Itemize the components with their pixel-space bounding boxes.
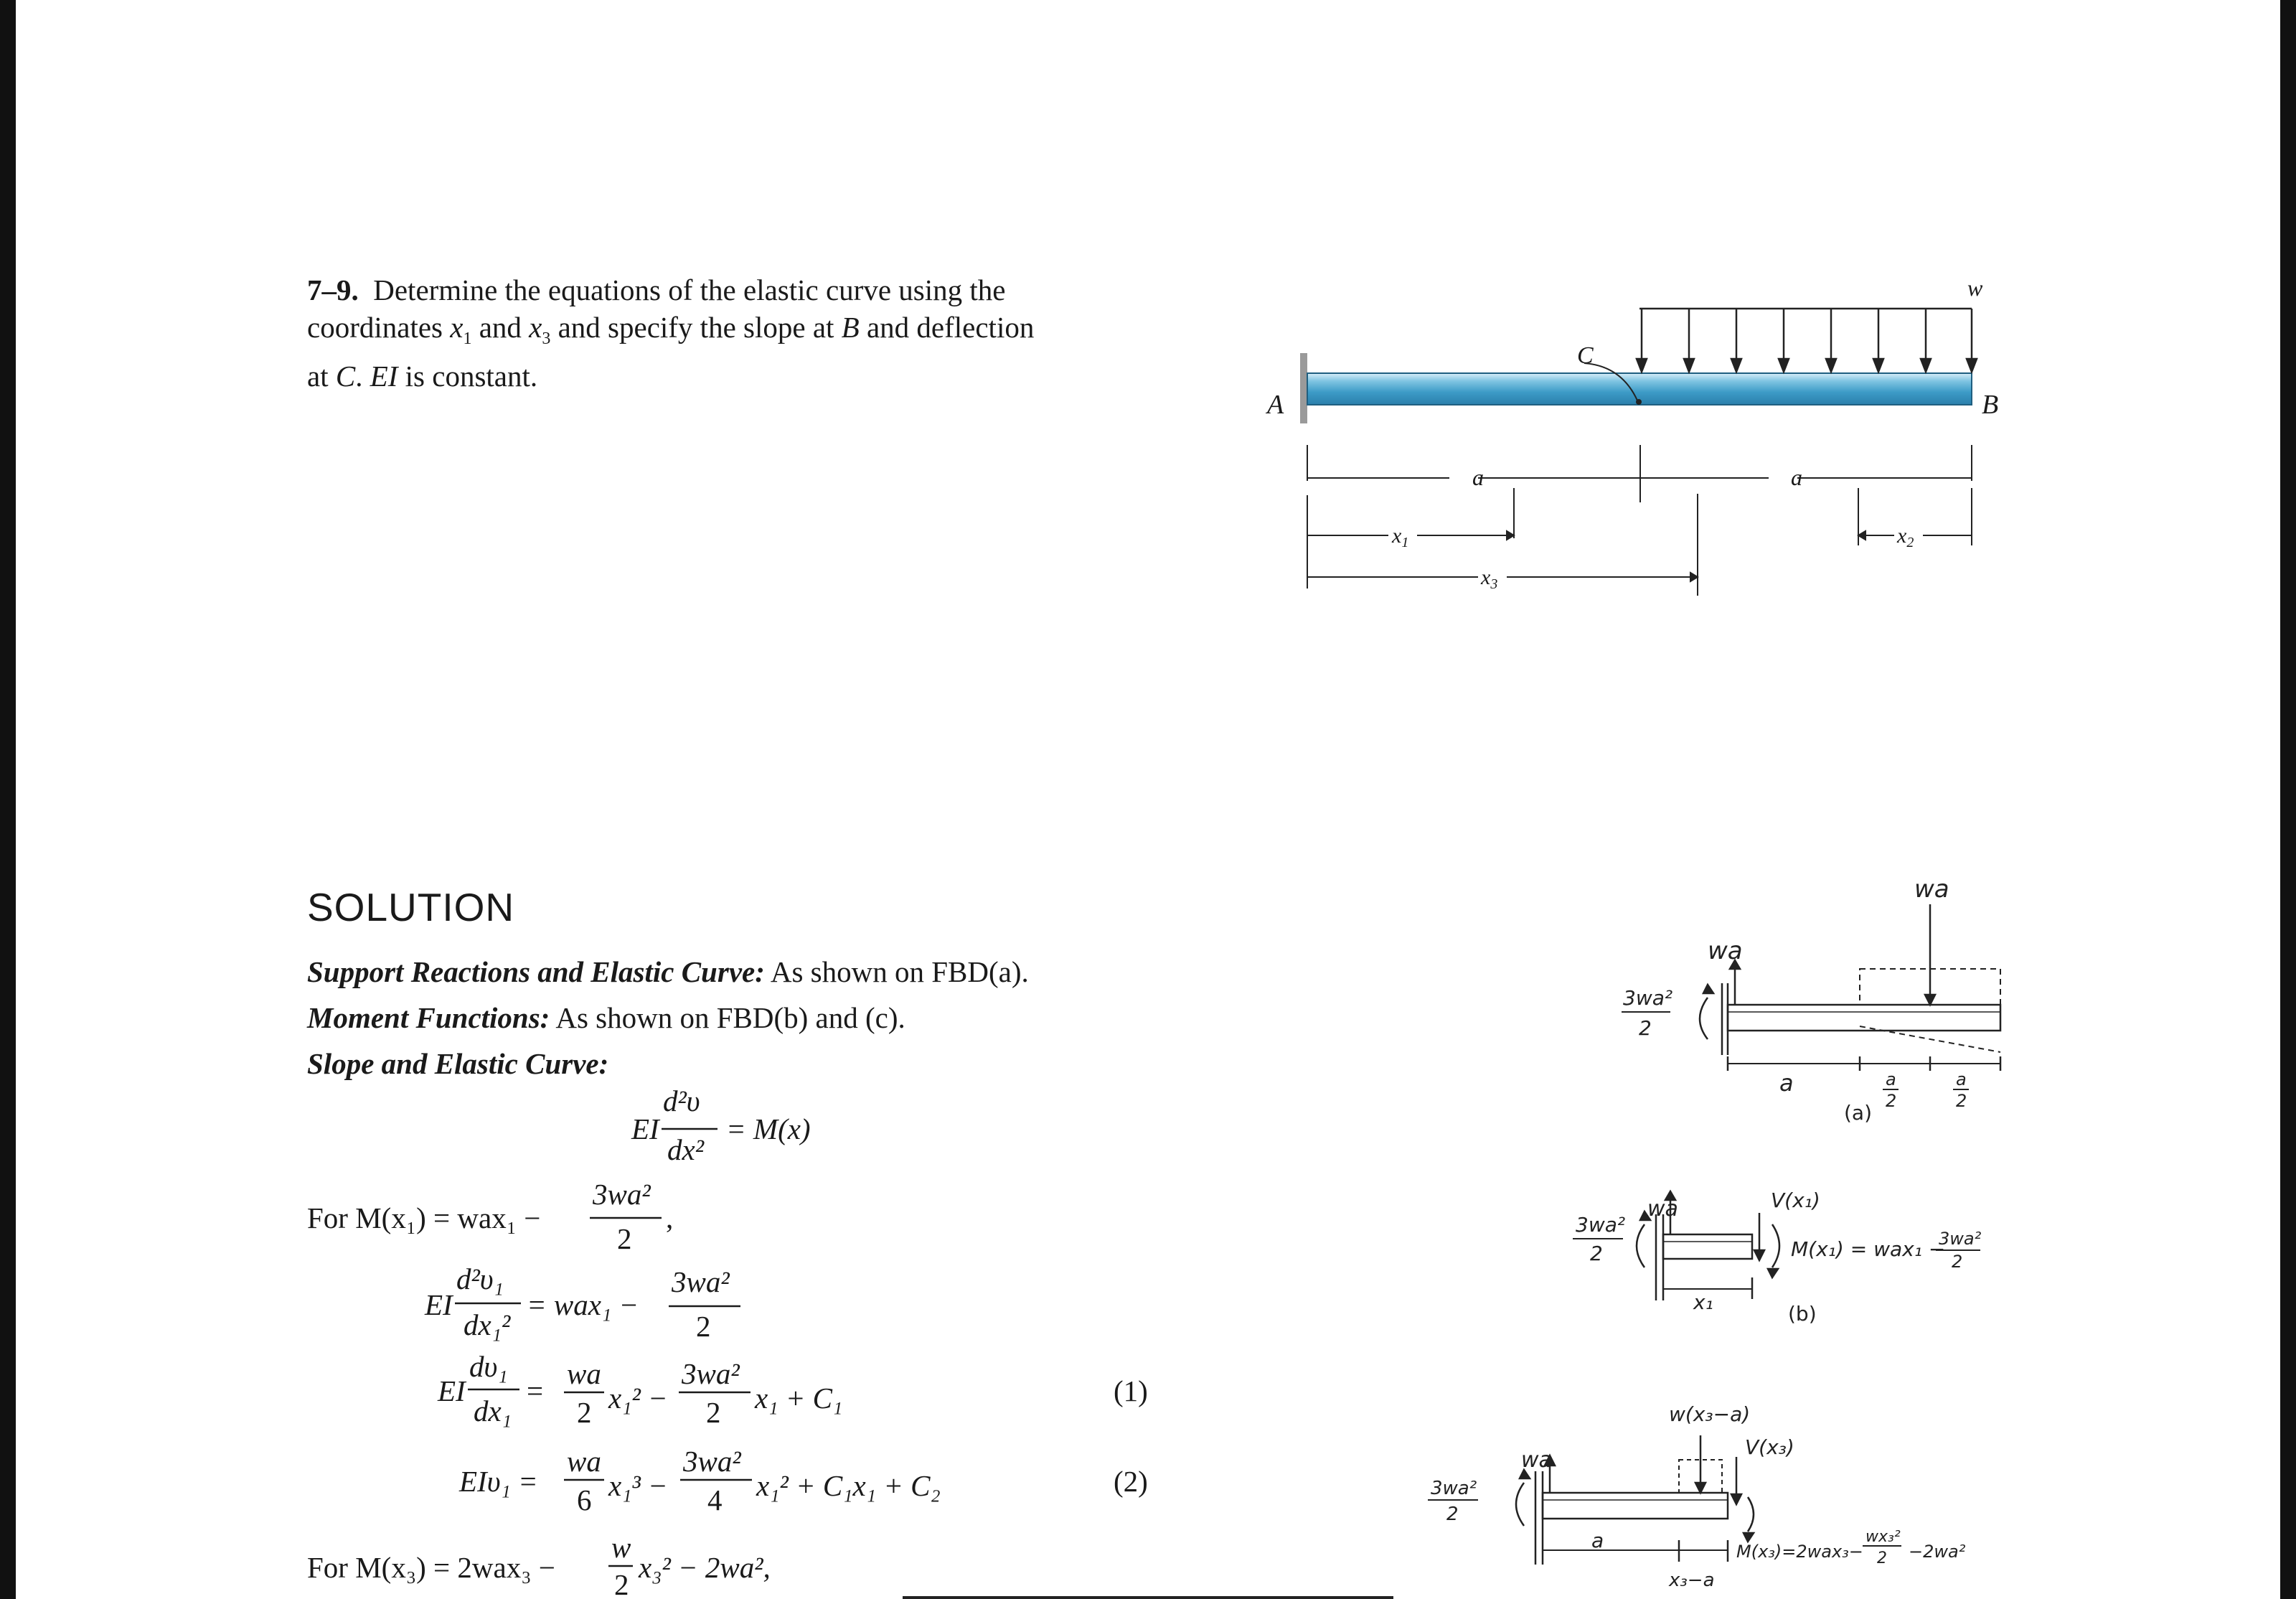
- fbd-b-moment-eq: M(x₁) = wax₁ −: [1791, 1237, 1946, 1261]
- fbd-a-load: wa: [1914, 876, 1949, 904]
- problem-text-2c: and deflection: [859, 311, 1035, 344]
- problem-text-3c: is constant.: [397, 360, 538, 393]
- point-c-marker: [1636, 399, 1642, 405]
- fbd-c-load: w(x₃−a): [1669, 1402, 1751, 1426]
- fbd-b-shear: V(x₁): [1771, 1188, 1820, 1212]
- equation-general: [631, 1084, 811, 1166]
- fbd-c-moment-den: 2: [1446, 1504, 1459, 1525]
- problem-line-2: [307, 309, 1139, 357]
- eq3-frac1-den: 2: [577, 1396, 592, 1429]
- fbd-a-moment-num: 3wa²: [1623, 986, 1673, 1010]
- eq2-numerator-2: 3wa²: [672, 1265, 730, 1298]
- dimension-row-a: [1307, 445, 1972, 502]
- dim-x1-sub: 1: [1401, 535, 1409, 550]
- eq1-denominator: 2: [617, 1222, 632, 1255]
- dim-x1-var: x: [1392, 524, 1402, 548]
- support-reactions-text: As shown on FBD(a).: [764, 955, 1029, 988]
- fbd-c-shear: V(x₃): [1745, 1435, 1794, 1459]
- eq3-ei: EI: [438, 1374, 466, 1407]
- beam-figure: [1234, 266, 2023, 610]
- eq3-frac2-num: 3wa²: [682, 1357, 740, 1390]
- eq3-term2: x₁ + C₁: [755, 1382, 843, 1415]
- fbd-b-moment-den: 2: [1590, 1242, 1603, 1265]
- eq4-term1: x₁³ −: [608, 1469, 668, 1502]
- eq0-ei: EI: [631, 1112, 659, 1145]
- load-label-w: w: [1967, 275, 1983, 301]
- ei-term: EI: [370, 360, 398, 393]
- dim-x3-sub: 3: [1490, 576, 1498, 592]
- dim-x1: [1391, 524, 1408, 550]
- dim-a-right: a: [1791, 464, 1802, 490]
- var-x3: x: [529, 311, 542, 344]
- fbd-a-dim3-num: a: [1956, 1069, 1967, 1089]
- eq-number-1: (1): [1114, 1374, 1148, 1407]
- problem-text-3a: at: [307, 360, 336, 393]
- dim-a-left: a: [1472, 464, 1484, 490]
- dimension-x3: [1307, 494, 1698, 596]
- equation-slope-1: [437, 1350, 1148, 1429]
- eq4-frac2-den: 4: [707, 1483, 723, 1516]
- fbd-b-moment-num: 3wa²: [1576, 1213, 1626, 1237]
- var-x1-sub: 1: [463, 329, 472, 349]
- eq0-denominator: dx²: [667, 1133, 704, 1166]
- eq5-frac-num: w: [611, 1531, 631, 1564]
- free-body-diagrams: [1421, 876, 2282, 1599]
- dim-x2-sub: 2: [1906, 535, 1914, 550]
- page-bottom-rule: [903, 1596, 1393, 1599]
- eq-number-2: (2): [1114, 1465, 1148, 1498]
- equations-block: [0, 1077, 1220, 1599]
- fbd-a-labels: [1622, 876, 1969, 1125]
- fbd-c-labels: [1428, 1402, 1966, 1591]
- fixed-support-wall: [1300, 353, 1307, 423]
- dim-x3-var: x: [1481, 566, 1491, 589]
- problem-text-2a: coordinates: [307, 311, 451, 344]
- eq4-frac2-num: 3wa²: [683, 1445, 741, 1478]
- eq2-denominator-2: 2: [696, 1310, 711, 1343]
- moment-functions-text: As shown on FBD(b) and (c).: [550, 1001, 905, 1034]
- fbd-b-dim: x₁: [1693, 1290, 1713, 1314]
- problem-text-and: and: [471, 311, 530, 344]
- equation-moment-x1: [307, 1178, 673, 1255]
- fbd-c-moment-eq-tail: −2wa²: [1909, 1542, 1966, 1562]
- fbd-c-moment-num: 3wa²: [1431, 1478, 1477, 1499]
- eq2-middle: = wax₁ −: [527, 1288, 639, 1321]
- fbd-a-moment-den: 2: [1639, 1016, 1652, 1040]
- eq1-prefix: For M(x₁) = wax₁ −: [307, 1201, 541, 1234]
- problem-line-3: [307, 357, 1139, 395]
- dim-x2-var: x: [1897, 524, 1907, 548]
- eq3-denominator: dx₁: [474, 1394, 512, 1427]
- support-reactions-title: Support Reactions and Elastic Curve:: [307, 955, 765, 988]
- eq2-numerator: d²υ₁: [456, 1262, 504, 1295]
- eq1-numerator: 3wa²: [593, 1178, 651, 1211]
- slope-elastic-title: Slope and Elastic Curve:: [307, 1047, 609, 1080]
- eq5-frac-den: 2: [614, 1568, 629, 1599]
- fbd-a-dim2-den: 2: [1886, 1091, 1897, 1111]
- eq2-ei: EI: [425, 1288, 453, 1321]
- problem-text-1: Determine the equations of the elastic curve using the: [373, 273, 1006, 306]
- fbd-c-reaction: wa: [1521, 1448, 1552, 1473]
- problem-statement: [307, 271, 1139, 395]
- label-c: C: [1577, 342, 1594, 369]
- fbd-c-dim1: a: [1591, 1529, 1604, 1552]
- load-arrows: [1637, 309, 1977, 372]
- slope-elastic-line: [307, 1046, 608, 1081]
- eq4-term2: x₁² + C₁x₁ + C₂: [756, 1469, 941, 1502]
- solution-heading: SOLUTION: [307, 885, 515, 929]
- eq3-frac1-num: wa: [567, 1357, 601, 1390]
- dimension-x2: [1858, 488, 1972, 545]
- problem-number: 7–9.: [307, 273, 359, 306]
- fbd-b-label: (b): [1788, 1302, 1817, 1326]
- fbd-a-dim1: a: [1779, 1069, 1794, 1097]
- support-reactions-line: [307, 955, 1029, 989]
- eq2-denominator: dx₁²: [464, 1308, 511, 1341]
- eq4-lhs: EIυ₁ =: [459, 1465, 538, 1498]
- fbd-c-moment-eq: M(x₃)=2wax₃−: [1736, 1542, 1863, 1562]
- eq3-equals: =: [527, 1374, 544, 1407]
- eq5-prefix: For M(x₃) = 2wax₃ −: [307, 1551, 555, 1584]
- label-b: B: [1982, 390, 1999, 420]
- equation-second-derivative-1: [424, 1262, 740, 1343]
- fbd-a: [1700, 904, 2000, 1071]
- eq4-frac1-num: wa: [567, 1445, 601, 1478]
- eq4-frac1-den: 6: [577, 1483, 592, 1516]
- fbd-b-moment-eq-num: 3wa²: [1939, 1229, 1982, 1249]
- fbd-a-label: (a): [1844, 1101, 1873, 1125]
- eq3-numerator: dυ₁: [469, 1350, 508, 1383]
- dim-x3: [1480, 566, 1497, 592]
- eq3-term1: x₁² −: [608, 1382, 668, 1415]
- eq0-numerator: d²υ: [663, 1084, 700, 1117]
- moment-functions-line: [307, 1000, 905, 1035]
- fbd-a-dim2-num: a: [1886, 1069, 1896, 1089]
- eq5-suffix: x₃² − 2wa²,: [639, 1551, 771, 1584]
- fbd-c-dim2: x₃−a: [1669, 1570, 1715, 1591]
- right-border: [2280, 0, 2296, 1599]
- var-x3-sub: 3: [542, 329, 551, 349]
- equation-deflection-1: [458, 1445, 1148, 1516]
- label-a: A: [1267, 390, 1284, 420]
- fbd-b-reaction: wa: [1647, 1196, 1678, 1221]
- problem-line-1: [307, 271, 1139, 309]
- fbd-b-moment-eq-den: 2: [1952, 1252, 1963, 1272]
- fbd-a-reaction: wa: [1708, 937, 1743, 965]
- point-c: C: [335, 360, 356, 393]
- var-x1: x: [450, 311, 464, 344]
- moment-functions-title: Moment Functions:: [307, 1001, 550, 1034]
- problem-text-3b: .: [355, 360, 370, 393]
- equation-moment-x3: [307, 1531, 771, 1599]
- point-b: B: [841, 311, 860, 344]
- fbd-c-moment-eq-num: wx₃²: [1866, 1528, 1901, 1546]
- eq0-rhs: = M(x): [726, 1112, 811, 1145]
- fbd-c-moment-eq-den: 2: [1877, 1549, 1887, 1567]
- dim-x2: [1896, 524, 1914, 550]
- eq1-comma: ,: [666, 1201, 674, 1234]
- eq3-frac2-den: 2: [706, 1396, 721, 1429]
- problem-text-2b: and specify the slope at: [550, 311, 842, 344]
- fbd-a-dim3-den: 2: [1956, 1091, 1967, 1111]
